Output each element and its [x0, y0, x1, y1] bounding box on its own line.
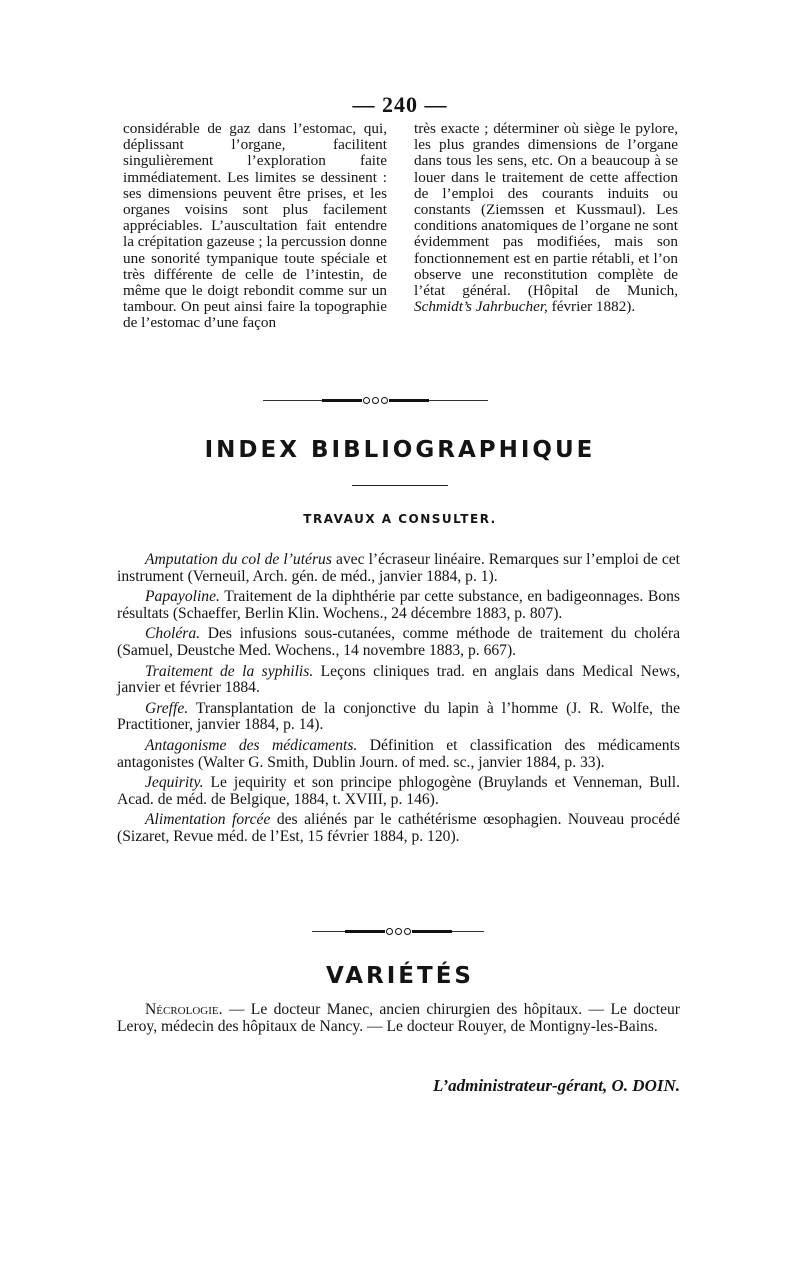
necrologie-label: Nécrologie.	[145, 1001, 223, 1018]
necrologie-text: — Le docteur Manec, ancien chirurgien des hôpitaux. — Le docteur Leroy, médecin des hôpitaux de Nancy. — Le docteur Rouyer, de Montigny-les-Bains.	[117, 1001, 680, 1035]
signature: L’administrateur-gérant, O. DOIN.	[433, 1076, 680, 1095]
right-column	[414, 121, 678, 315]
entry-text: Traitement de la diphthérie par cette substance, en badigeonnages. Bons résultats (Schaeffer, Berlin Klin. Wochens., 24 décembre 1883, p. 807).	[117, 588, 680, 622]
necrologie-paragraph	[117, 1002, 680, 1036]
ornament-divider-top	[263, 394, 488, 406]
entry-heading: Papayoline.	[145, 588, 220, 606]
index-title: INDEX BIBLIOGRAPHIQUE	[204, 437, 596, 463]
varietes-title: VARIÉTÉS	[326, 963, 474, 989]
entry-heading: Jequirity.	[145, 774, 204, 792]
entry-heading: Amputation du col de l’utérus	[145, 551, 332, 568]
bibliography-entry	[117, 738, 680, 771]
entry-text: Des infusions sous-cutanées, comme méthode de traitement du choléra (Samuel, Deustche Med. Wochens., 14 novembre 1883, p. 667).	[117, 625, 680, 659]
index-subtitle: TRAVAUX A CONSULTER.	[303, 512, 497, 526]
right-column-source: Schmidt’s Jahrbucher,	[414, 298, 548, 316]
entry-text: des aliénés par le cathétérisme œsophagien. Nouveau procédé (Sizaret, Revue méd. de l’Est, 15 février 1884, p. 120).	[117, 811, 680, 845]
bibliography-entry	[117, 812, 680, 845]
right-column-date: février 1882).	[551, 298, 636, 316]
entry-text: Définition et classification des médicaments antagonistes (Walter G. Smith, Dublin Journ. of med. sc., janvier 1884, p. 33).	[117, 736, 680, 771]
entry-text: Le jequirity et son principe phlogogène (Bruylands et Venneman, Bull. Acad. de méd. de Belgique, 1884, t. XVIII, p. 146).	[117, 774, 680, 808]
bibliography-list	[117, 552, 680, 850]
entry-text: Leçons cliniques trad. en anglais dans Medical News, janvier et février 1884.	[117, 662, 680, 697]
bibliography-entry	[117, 626, 680, 659]
bibliography-entry	[117, 664, 680, 697]
entry-text: Transplantation de la conjonctive du lapin à l’homme (J. R. Wolfe, the Practitioner, janvier 1884, p. 14).	[117, 699, 681, 734]
entry-heading: Antagonisme des médicaments.	[145, 736, 358, 754]
ornament-divider-bottom	[312, 925, 484, 937]
right-column-text: très exacte ; déterminer où siège le pylore, les plus grandes dimensions de l’organe dans tous les sens, etc. On a beaucoup à se louer dans le traitement de cette affection de l’emploi des courants induits ou constants (Ziemssen et Kussmaul). Les conditions anatomiques de l’organe ne sont évidemment pas modifiées, mais son fonctionnement est en partie rétabli, et l’on observe une reconstitution complète de l’état général. (Hôpital de Munich,	[414, 120, 678, 300]
left-column-text: considérable de gaz dans l’estomac, qui, déplissant l’organe, facilitent singulièrement l’exploration faite immédiatement. Les limites se dessinent : ses dimensions peuvent être prises, et les organes voisins sont plus facilement appréciables. L’auscultation fait entendre la crépitation gazeuse ; la percussion donne une sonorité tympanique toute spéciale et très différente de celle de l’intestin, de même que le doigt rebondit comme sur un tambour. On peut ainsi faire la topographie de l’estomac d’une façon	[123, 120, 387, 332]
entry-text: avec l’écraseur linéaire. Remarques sur l’emploi de cet instrument (Verneuil, Arch. gén. de méd., janvier 1884, p. 1).	[117, 551, 680, 585]
page-number: — 240 —	[352, 92, 448, 117]
bibliography-entry	[117, 701, 680, 734]
entry-heading: Alimentation forcée	[145, 811, 271, 829]
bibliography-entry	[117, 589, 680, 622]
entry-heading: Choléra.	[145, 625, 201, 643]
bibliography-entry	[117, 552, 680, 585]
entry-heading: Greffe.	[145, 699, 189, 717]
entry-heading: Traitement de la syphilis.	[145, 662, 314, 680]
bibliography-entry	[117, 775, 680, 808]
title-rule	[352, 485, 448, 486]
